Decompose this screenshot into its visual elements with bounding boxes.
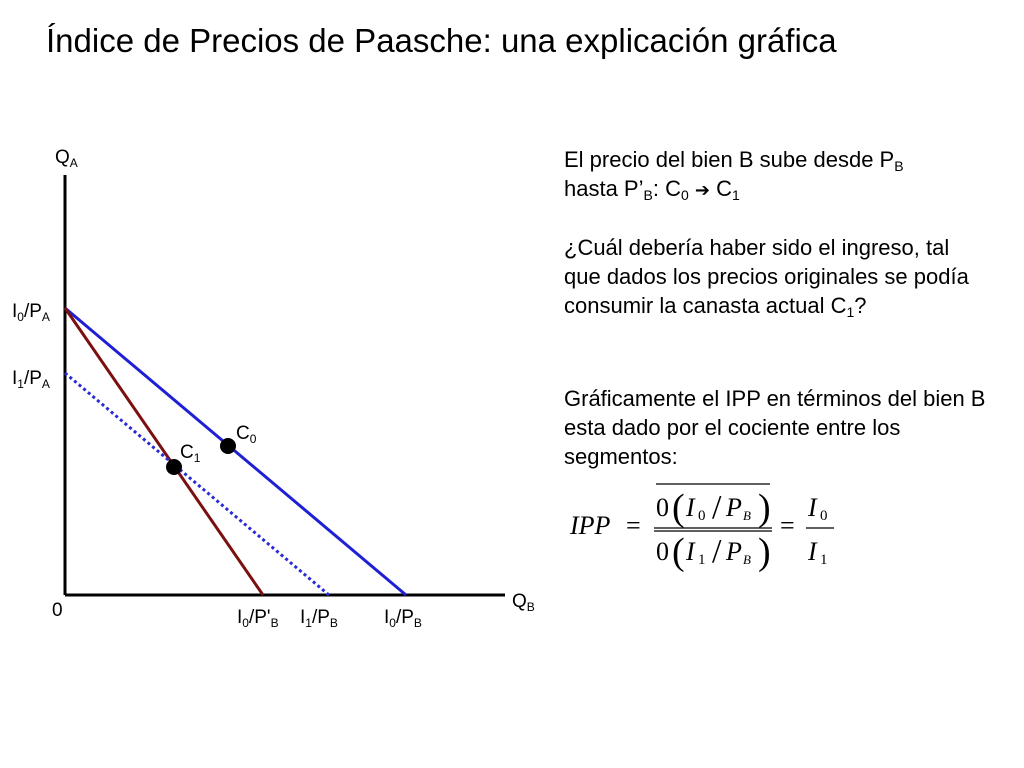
budget-line-original xyxy=(65,308,406,595)
formula-den-zero: 0 xyxy=(656,537,669,566)
explanation-paragraph-3: Gráficamente el IPP en términos del bien B esta dado por el cociente entre los segmentos: xyxy=(564,386,986,469)
ipp-formula-svg xyxy=(568,478,848,578)
formula-r-num-sub: 0 xyxy=(820,508,828,524)
formula-r-den: I xyxy=(808,537,817,566)
point-c1-label: $C_1$ xyxy=(180,442,201,465)
formula-eq-1: = xyxy=(626,511,641,540)
formula-r-den-sub: 1 xyxy=(820,552,828,568)
formula-r-num: I xyxy=(808,493,817,522)
arrow-icon: ➔ xyxy=(694,180,710,201)
formula-num-i: I xyxy=(686,493,695,522)
formula-lhs: IPP xyxy=(570,511,611,540)
x-tick-i1-pb: $I_1/P_B$ xyxy=(300,607,338,630)
y-axis-label: $Q_A$ xyxy=(55,147,78,170)
formula-den-p-sub: B xyxy=(743,552,751,567)
formula-eq-2: = xyxy=(780,511,795,540)
formula-den-i: I xyxy=(686,537,695,566)
formula-num-p-sub: B xyxy=(743,508,751,523)
formula-den-slash: / xyxy=(712,533,722,570)
formula-den-rparen: ) xyxy=(758,531,771,573)
formula-den-p: P xyxy=(726,537,742,566)
page-title: Índice de Precios de Paasche: una explicación gráfica xyxy=(46,22,837,59)
point-c0 xyxy=(220,438,236,454)
x-tick-i0-pb-prime: $I_0/P'_B$ xyxy=(237,607,279,630)
explanation-paragraph-2: ¿Cuál debería haber sido el ingreso, tal que dados los precios originales se podía consumir la canasta actual $C_1$? xyxy=(564,235,969,320)
ipp-formula xyxy=(568,478,848,578)
budget-line-compensated xyxy=(65,373,329,595)
formula-den-i-sub: 1 xyxy=(698,552,706,568)
point-c0-label: $C_0$ xyxy=(236,423,257,446)
formula-num-lparen: ( xyxy=(672,487,685,529)
y-tick-i0-pa: $I_0/P_A$ xyxy=(12,301,50,324)
x-tick-i0-pb: $I_0/P_B$ xyxy=(384,607,422,630)
formula-num-p: P xyxy=(726,493,742,522)
origin-label: 0 xyxy=(52,600,63,621)
explanation-paragraph-1: El precio del bien B sube desde $P_B$ hasta $P’_B$: $C_0$ ➔ $C_1$ xyxy=(564,147,904,203)
formula-num-slash: / xyxy=(712,489,722,526)
formula-den-lparen: ( xyxy=(672,531,685,573)
formula-num-zero: 0 xyxy=(656,493,669,522)
formula-num-i-sub: 0 xyxy=(698,508,706,524)
x-axis-label: $Q_B$ xyxy=(512,591,535,614)
formula-num-rparen: ) xyxy=(758,487,771,529)
y-tick-i1-pa: $I_1/P_A$ xyxy=(12,368,50,391)
